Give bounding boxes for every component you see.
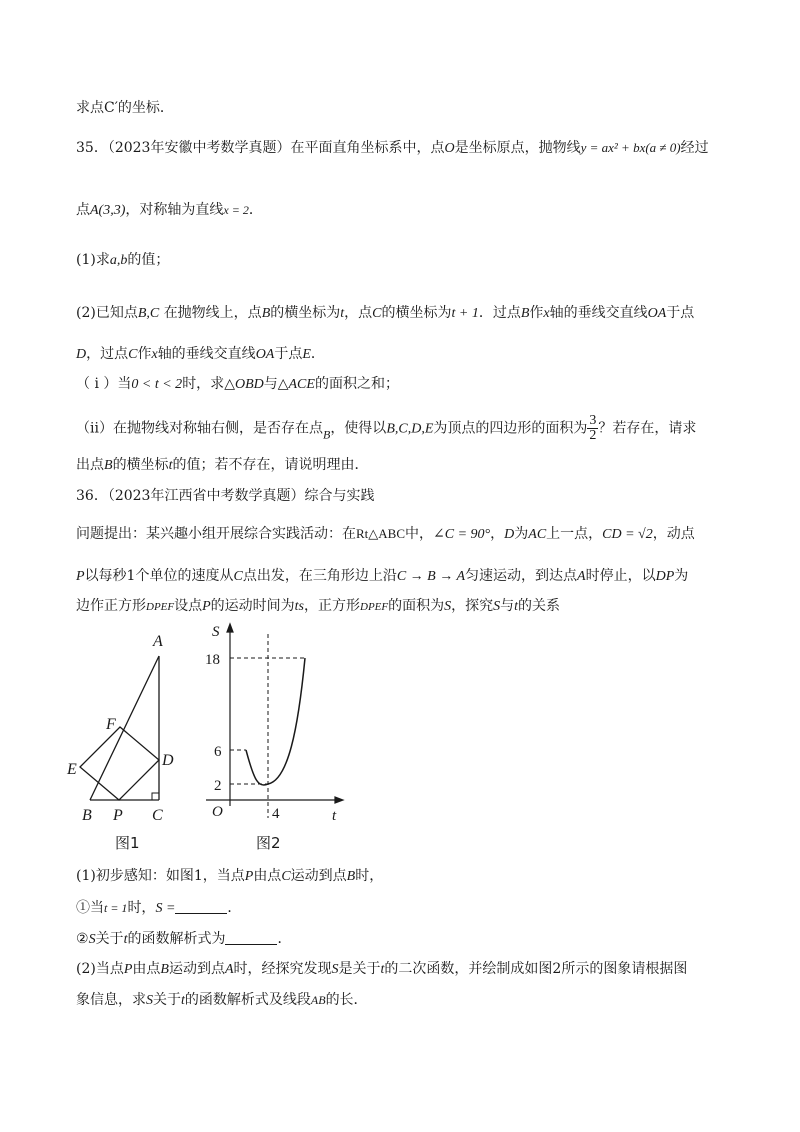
q35-text-e: ，对称轴为直线 <box>125 202 224 218</box>
point-o: O <box>444 141 455 156</box>
i-c: 与 <box>263 376 278 392</box>
s1-a: (1)初步感知：如图1，当点 <box>76 868 245 884</box>
q35-text-b: 是坐标原点，抛物线 <box>454 140 581 156</box>
i-d: 的面积之和； <box>314 376 399 392</box>
q35-intro <box>76 138 709 159</box>
fig2-caption: 图2 <box>256 834 281 852</box>
right-angle-mark <box>152 793 159 800</box>
w-b: 中， <box>405 526 434 542</box>
prev-answer-line <box>76 98 174 118</box>
p2-f: ．过点 <box>478 305 521 321</box>
point-b-5: B <box>346 869 356 884</box>
s-var: S <box>444 599 452 614</box>
s3-d: ． <box>277 931 292 947</box>
segment-dp: DP <box>655 569 675 584</box>
t-var: t <box>340 306 345 321</box>
point-c-2: C <box>128 347 138 362</box>
frac-numerator: 3 <box>589 413 597 428</box>
origin-label: O <box>212 804 223 820</box>
y-c: 的运动时间为 <box>210 598 295 614</box>
label-f: F <box>106 716 116 733</box>
square-dpef-2: DPEF <box>360 601 389 613</box>
p2-c: 的横坐标为 <box>270 305 341 321</box>
q35-sub-ii-line2 <box>76 455 368 476</box>
y-d: ，正方形 <box>304 598 361 614</box>
x-var-2: x <box>151 347 158 362</box>
w-e: 上一点， <box>546 526 603 542</box>
axis-eq: x = 2 <box>223 203 249 217</box>
triangle-obd: △OBD <box>224 377 264 392</box>
part1-b: 的值； <box>127 252 170 268</box>
q36-line2 <box>76 566 688 587</box>
s3-c: 的函数解析式为 <box>127 931 226 947</box>
prev-answer-text: 求点C′的坐标． <box>76 100 174 116</box>
ii-a: （ii）在抛物线对称轴右侧，是否存在点 <box>76 420 323 437</box>
s4-c: 运动到点 <box>168 961 225 977</box>
point-b-6: B <box>160 962 169 977</box>
x-b: 点出发，在三角形边上沿 <box>242 568 397 584</box>
ii-d: ？若存在，请求 <box>598 420 697 437</box>
part1-a: (1)求 <box>76 252 110 268</box>
point-p-2: P <box>202 599 211 614</box>
rt-triangle: Rt△ABC <box>356 526 406 541</box>
point-c-3: C <box>233 569 243 584</box>
p2-e: 的横坐标为 <box>381 305 452 321</box>
angle-c: ∠C = 90° <box>433 527 491 542</box>
s4-a: (2)当点 <box>76 961 124 977</box>
p2-a: (2)已知点 <box>76 305 138 321</box>
x-d: 时停止，以 <box>585 568 656 584</box>
segment-ab: AB <box>310 993 326 1007</box>
s-var-2: S <box>493 599 501 614</box>
s4-e: 是关于 <box>338 961 381 977</box>
s5-c: 的函数解析式及线段 <box>184 992 311 1008</box>
bc-expr: B,C <box>137 306 160 321</box>
s4-d: 时，经探究发现 <box>233 961 332 977</box>
bcde-expr: B,C,D,E <box>386 421 434 437</box>
ii-c: 为顶点的四边形的面积为 <box>433 420 588 437</box>
y-h: 的关系 <box>518 598 561 614</box>
q36-source: （2023年江西省中考数学真题） <box>107 488 305 504</box>
square-dpef: DPEF <box>146 601 175 613</box>
label-d: D <box>162 752 174 769</box>
frac-denominator: 2 <box>589 428 597 443</box>
q35-part1 <box>76 250 169 271</box>
q35-text-c: 经过 <box>680 140 709 156</box>
x-var: x <box>543 306 550 321</box>
q36-number: 36． <box>76 488 108 504</box>
s2-a: ①当 <box>76 900 104 916</box>
q35-text-a: 在平面直角坐标系中，点 <box>290 140 445 156</box>
s4-f: 的二次函数，并绘制成如图2所示的图象请根据图 <box>384 961 688 977</box>
point-d-2: D <box>504 527 515 542</box>
q35-text-f: ． <box>248 202 263 218</box>
s1-b: 由点 <box>253 868 282 884</box>
s5-b: 关于 <box>153 992 181 1008</box>
fraction-3-2 <box>587 414 598 443</box>
tick-18: 18 <box>205 652 220 668</box>
line-oa-2: OA <box>255 347 275 362</box>
s1-c: 运动到点 <box>290 868 347 884</box>
p2-n: ． <box>310 346 325 362</box>
t-var-5: t <box>380 962 385 977</box>
q36-part1 <box>76 866 383 887</box>
q36-part2 <box>76 959 687 980</box>
side-ab <box>90 656 159 800</box>
q36-header <box>76 486 374 506</box>
s2-c: ． <box>227 900 242 916</box>
tick-2: 2 <box>214 778 222 794</box>
line-oa: OA <box>647 306 667 321</box>
s-var-4: S <box>331 962 339 977</box>
q35-sub-i <box>76 374 399 395</box>
t-var-3: t <box>514 599 519 614</box>
s1-d: 时， <box>355 868 384 884</box>
label-a: A <box>153 633 163 650</box>
w-d: 为 <box>514 526 529 542</box>
ii-b: ，使得以 <box>330 420 387 437</box>
y-a: 边作正方形 <box>76 598 146 614</box>
w-c: ， <box>490 526 505 542</box>
point-a: A <box>577 569 586 584</box>
figure-1 <box>68 628 208 858</box>
ii-e: 出点 <box>76 457 104 473</box>
point-p: P <box>76 569 85 584</box>
y-b: 设点 <box>174 598 203 614</box>
point-b-2: B <box>520 306 530 321</box>
point-b-3: B <box>322 427 331 442</box>
y-f: ，探究 <box>451 598 494 614</box>
y-e: 的面积为 <box>388 598 445 614</box>
parabola-expr: y = ax² + bx(a ≠ 0) <box>580 140 681 155</box>
q35-part2-line1 <box>76 303 694 324</box>
s-var-5: S <box>146 993 153 1008</box>
y-axis-arrow <box>227 624 233 632</box>
s5-a: 象信息，求 <box>76 992 146 1008</box>
q35-text-d: 点 <box>76 202 90 218</box>
s4-b: 由点 <box>132 961 161 977</box>
s3-a: ② <box>76 931 89 947</box>
w-a: 问题提出：某兴趣小组开展综合实践活动：在 <box>76 526 356 542</box>
q36-part2-line2 <box>76 990 368 1011</box>
y-g: 与 <box>500 598 515 614</box>
path-cba: C → B → A <box>396 569 466 584</box>
t-plus-1: t + 1 <box>451 306 479 321</box>
point-p-4: P <box>123 962 133 977</box>
label-c: C <box>152 807 163 824</box>
tick-6: 6 <box>214 744 222 760</box>
q35-line2 <box>76 200 263 221</box>
point-a-2: A <box>224 962 234 977</box>
p2-d: ，点 <box>344 305 373 321</box>
p2-g: 作 <box>529 305 544 321</box>
cd-eq: CD = √2 <box>602 527 653 542</box>
label-b: B <box>82 807 92 824</box>
tick-4: 4 <box>272 806 280 822</box>
s3-b: 关于 <box>95 931 124 947</box>
p2-i: 于点 <box>666 305 695 321</box>
point-p-3: P <box>244 869 254 884</box>
axis-t-label: t <box>332 808 337 824</box>
q36-title: 综合与实践 <box>304 488 375 504</box>
s2-b: 时， <box>127 900 156 916</box>
answer-blank-2[interactable] <box>225 930 277 945</box>
ii-g: 的值；若不存在，请说明理由． <box>172 457 369 473</box>
p2-l: 轴的垂线交直线 <box>157 346 256 362</box>
q35-number: 35． <box>76 140 108 156</box>
p2-m: 于点 <box>274 346 303 362</box>
answer-blank-1[interactable] <box>175 899 227 914</box>
point-d: D <box>76 347 87 362</box>
t-eq-1: t = 1 <box>104 901 128 915</box>
q36-line3 <box>76 596 560 617</box>
segment-ac: AC <box>528 527 547 542</box>
t-range: 0 < t < 2 <box>131 377 183 392</box>
q35-part2-line2 <box>76 344 325 365</box>
point-a-coord: A(3,3) <box>90 203 126 218</box>
point-b: B <box>261 306 271 321</box>
i-b: 时，求 <box>182 376 225 392</box>
ts-var: ts <box>294 599 305 614</box>
s-var-3: S <box>88 932 96 947</box>
s5-d: 的长． <box>325 992 368 1008</box>
figure-2 <box>200 620 360 850</box>
point-e: E <box>302 347 311 362</box>
point-c: C <box>372 306 382 321</box>
p2-b: 在抛物线上，点 <box>163 305 262 321</box>
w-f: ，动点 <box>652 526 695 542</box>
triangle-ace: △ACE <box>277 377 315 392</box>
axis-s-label: S <box>212 624 220 640</box>
label-p: P <box>113 807 123 824</box>
x-c: 匀速运动，到达点 <box>465 568 578 584</box>
p2-k: 作 <box>137 346 152 362</box>
label-e: E <box>67 761 77 778</box>
x-a: 以每秒1个单位的速度从 <box>84 568 234 584</box>
q36-line1 <box>76 524 695 545</box>
t-var-4: t <box>123 932 128 947</box>
point-c-4: C <box>281 869 291 884</box>
p2-j: ，过点 <box>86 346 129 362</box>
ab-expr: a,b <box>109 253 128 268</box>
x-e: 为 <box>674 568 689 584</box>
s-eq: S = <box>155 901 176 916</box>
q35-sub-ii <box>76 414 696 445</box>
t-var-2: t <box>168 458 173 473</box>
function-curve <box>246 658 305 785</box>
ii-f: 的横坐标 <box>112 457 169 473</box>
p2-h: 轴的垂线交直线 <box>549 305 648 321</box>
q36-part1-i <box>76 898 241 919</box>
q35-source: （2023年安徽中考数学真题） <box>107 140 291 156</box>
point-b-4: B <box>104 458 113 473</box>
x-axis-arrow <box>335 797 343 803</box>
t-var-6: t <box>181 993 185 1008</box>
i-a: （ i ）当 <box>76 376 132 392</box>
q36-part1-ii <box>76 929 291 950</box>
fig1-caption: 图1 <box>115 834 140 852</box>
